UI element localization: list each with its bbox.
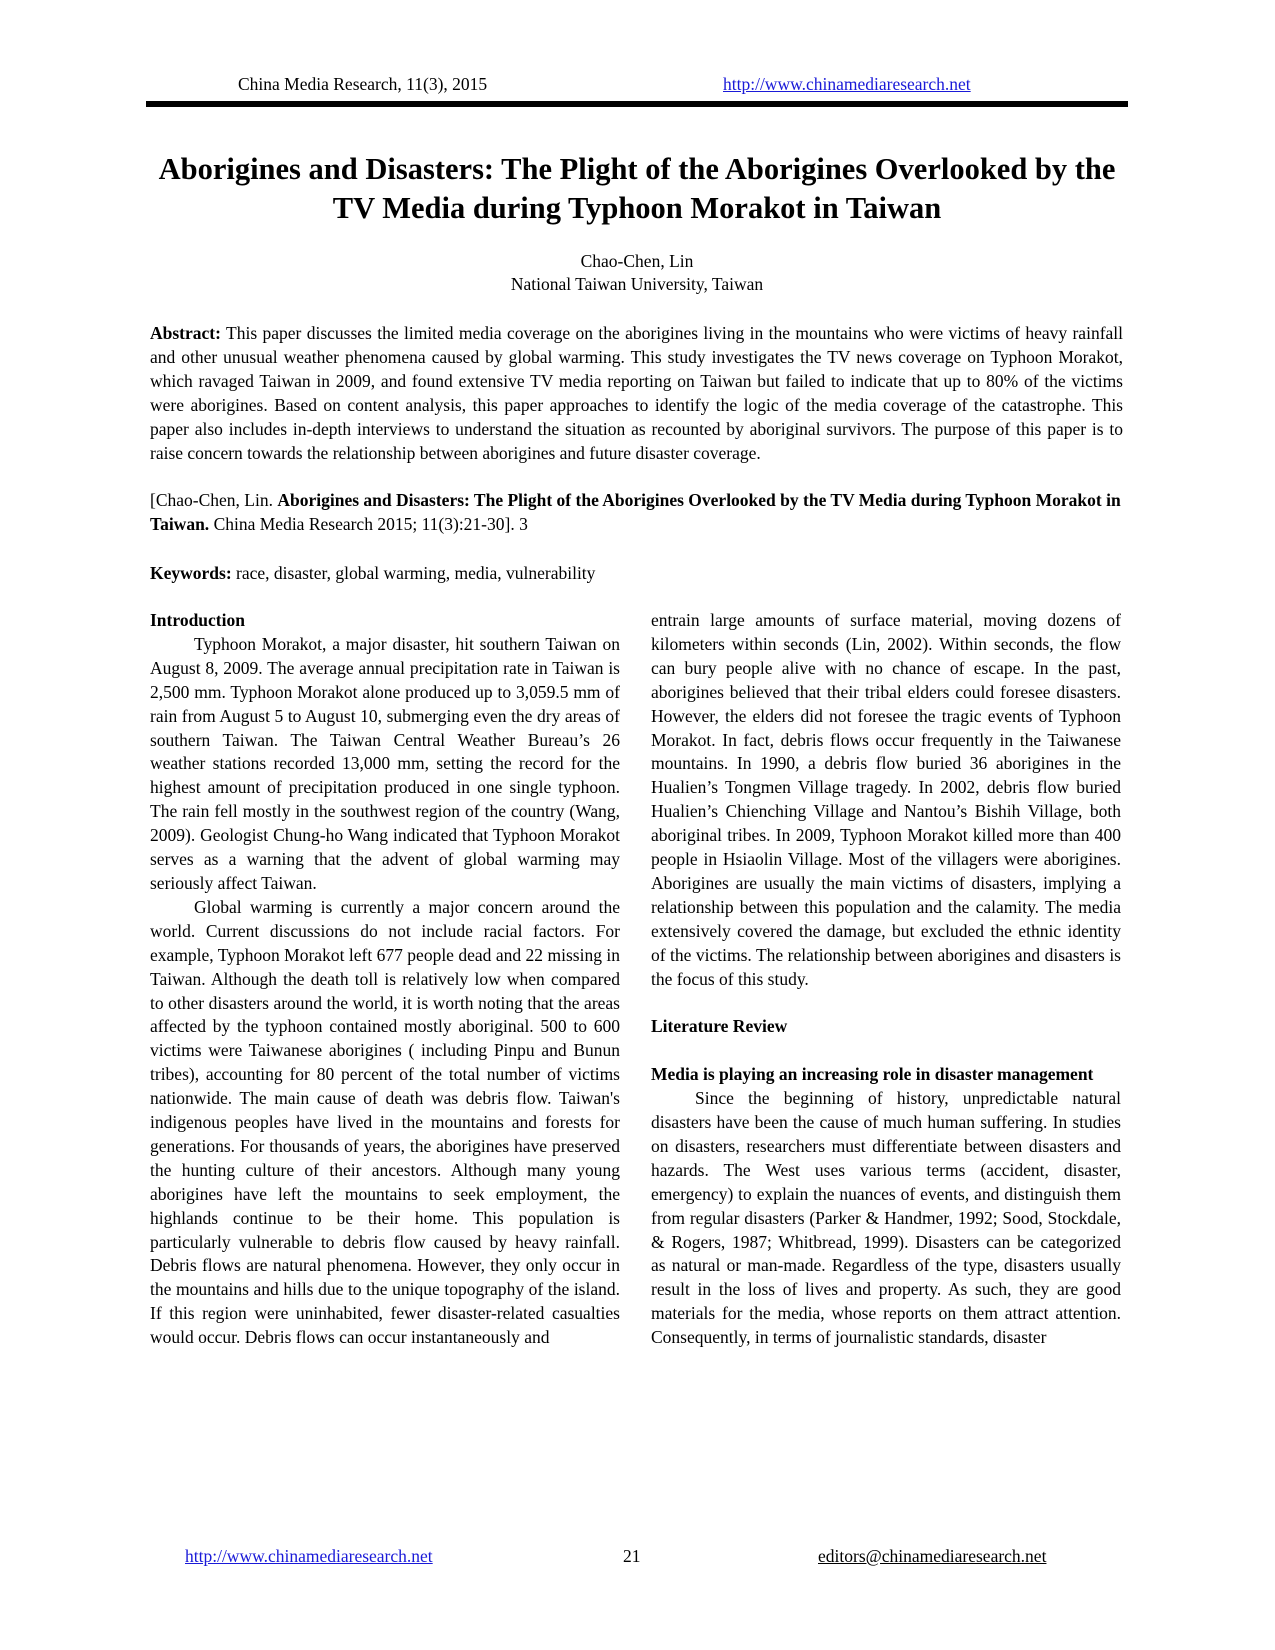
footer-email[interactable]: editors@chinamediaresearch.net [818,1546,1047,1566]
author-affiliation: National Taiwan University, Taiwan [510,274,764,294]
spacer [651,992,1121,1016]
author-name: Chao-Chen, Lin [580,251,694,271]
abstract-label: Abstract: [150,323,221,343]
abstract [150,322,1123,465]
paragraph-intro-2: Global warming is currently a major concern around the world. Current discussions do not include racial factors. For example, Typhoon Morakot left 677 people dead and 22 missing in Taiwan. Although the death toll is relatively low when compared to other disasters around the world, it is worth noting that the areas affected by the typhoon contained mostly aboriginal. 500 to 600 victims were Taiwanese aborigines ( including Pinpu and Bunun tribes), accounting for 80 percent of the total number of victims nationwide. The main cause of death was debris flow. Taiwan's indigenous peoples have lived in the mountains and forests for generations. For thousands of years, the aborigines have preserved the hunting culture of their ancestors. Although many young aborigines have left the mountains to seek employment, the highlands continue to be their home. This population is particularly vulnerable to debris flow caused by heavy rainfall. Debris flows are natural phenomena. However, they only occur in the mountains and hills due to the unique topography of the island. If this region were uninhabited, fewer disaster-related casualties would occur. Debris flows can occur instantaneously and [150,896,620,1348]
citation-title: Aborigines and Disasters: The Plight of the Aborigines Overlooked by the TV Media during Typhoon Morakot in Taiwan. [150,490,1121,534]
subsection-heading-media-role: Media is playing an increasing role in disaster management [651,1064,1094,1085]
abstract-text: This paper discusses the limited media coverage on the aborigines living in the mountains who were victims of heavy rainfall and other unusual weather phenomena caused by global warming. This study investigates the TV news coverage on Typhoon Morakot, which ravaged Taiwan in 2009, and found extensive TV media reporting on Taiwan but failed to indicate that up to 80% of the victims were aborigines. Based on content analysis, this paper approaches to identify the logic of the media coverage of the catastrophe. This paper also includes in-depth interviews to understand the situation as recounted by aboriginal survivors. The purpose of this paper is to raise concern towards the relationship between aborigines and future disaster coverage. [150,323,1124,463]
keywords-text: race, disaster, global warming, media, vulnerability [236,563,596,583]
keywords [150,562,1123,586]
keywords-label: Keywords: [150,563,232,583]
citation-prefix: [Chao-Chen, Lin. [150,490,273,510]
running-header-journal: China Media Research, 11(3), 2015 [238,74,488,94]
footer-link[interactable]: http://www.chinamediaresearch.net [185,1546,433,1566]
paragraph-media-1: Since the beginning of history, unpredictable natural disasters have been the cause of much human suffering. In studies on disasters, researchers must differentiate between disasters and hazards. The West uses various terms (accident, disaster, emergency) to explain the nuances of events, and distinguish them from regular disasters (Parker & Handmer, 1992; Sood, Stockdale, & Rogers, 1987; Whitbread, 1999). Disasters can be categorized as natural or man-made. Regardless of the type, disasters usually result in the loss of lives and property. As such, they are good materials for the media, whose reports on them attract attention. Consequently, in terms of journalistic standards, disaster [651,1088,1121,1348]
citation-suffix: China Media Research 2015; 11(3):21-30]. 3 [213,513,528,534]
running-header-link[interactable]: http://www.chinamediaresearch.net [723,74,971,94]
right-column [651,609,1121,1350]
header-rule [146,101,1128,107]
paper-title: Aborigines and Disasters: The Plight of the Aborigines Overlooked by the TV Media during Typhoon Morakot in Taiwan [158,152,1116,225]
section-heading-introduction: Introduction [150,610,245,630]
left-column [150,609,620,1350]
page-number: 21 [623,1546,641,1566]
paragraph-intro-2-continued: entrain large amounts of surface material, moving dozens of kilometers within seconds (Lin, 2002). Within seconds, the flow can bury people alive with no chance of escape. In the past, aborigines believed that their tribal elders could foresee disasters. However, the elders did not foresee the tragic events of Typhoon Morakot. In fact, debris flows occur frequently in the Taiwanese mountains. In 1990, a debris flow buried 36 aborigines in the Hualien’s Tongmen Village tragedy. In 2002, debris flow buried Hualien’s Chienching Village and Nantou’s Bishih Village, both aboriginal tribes. In 2009, Typhoon Morakot killed more than 400 people in Hsiaolin Village. Most of the villagers were aborigines. Aborigines are usually the main victims of disasters, implying a relationship between this population and the calamity. The media extensively covered the damage, but excluded the ethnic identity of the victims. The relationship between aborigines and disasters is the focus of this study. [651,610,1121,989]
citation [150,489,1123,537]
spacer [651,1039,1121,1063]
paragraph-intro-1: Typhoon Morakot, a major disaster, hit southern Taiwan on August 8, 2009. The average annual precipitation rate in Taiwan is 2,500 mm. Typhoon Morakot alone produced up to 3,059.5 mm of rain from August 5 to August 10, submerging even the dry areas of southern Taiwan. The Taiwan Central Weather Bureau’s 26 weather stations recorded 13,000 mm, setting the record for the highest amount of precipitation produced in one single typhoon. The rain fell mostly in the southwest region of the country (Wang, 2009). Geologist Chung-ho Wang indicated that Typhoon Morakot serves as a warning that the advent of global warming may seriously affect Taiwan. [150,633,620,893]
section-heading-literature-review: Literature Review [651,1016,788,1037]
